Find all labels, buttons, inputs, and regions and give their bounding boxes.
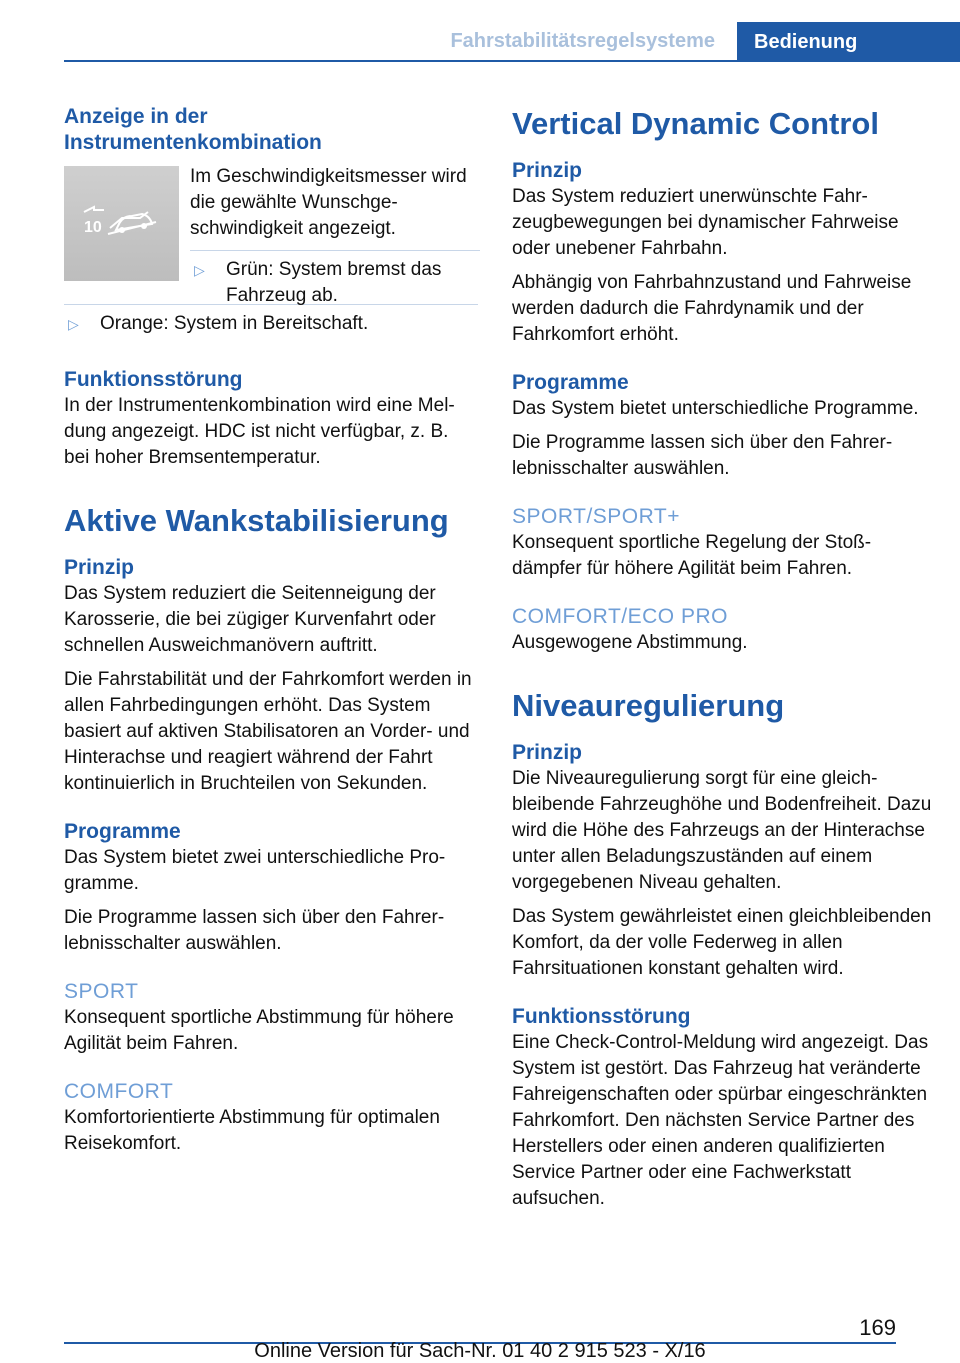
vdc-title: Vertical Dynamic Control [512, 106, 879, 141]
level-title: Niveauregulierung [512, 688, 785, 723]
vdc-principle-heading: Prinzip [512, 159, 583, 182]
level-principle-heading: Prinzip [512, 741, 583, 764]
bullet-green: ▷ Grün: System bremst das Fahrzeug ab. [190, 257, 480, 309]
vdc-programs-heading: Programme [512, 371, 629, 394]
aws-sport-text: Konsequent sportliche Abstimmung für höhere Agilität beim Fahren. [64, 1007, 454, 1054]
speed-label: 10 [84, 219, 102, 236]
online-version: Online Version für Sach-Nr. 01 40 2 915 523 - X/16 [254, 1340, 706, 1362]
vdc-principle-p2: Abhängig von Fahrbahnzustand und Fahrweise werden dadurch die Fahrdynamik und der Fahrkomfort erhöht. [512, 272, 912, 345]
vdc-comfort-heading: COMFORT/ECO PRO [512, 605, 728, 628]
level-p1: Die Niveauregulierung sorgt für eine gleichbleibende Fahrzeughöhe und Bodenfreiheit. Dazu wird die Höhe des Fahrzeugs an der Hinterachse unter allen Beladungszuständen auf einem vorgegebenen Niveau gehalten. [512, 768, 932, 893]
aws-comfort-heading: COMFORT [64, 1080, 174, 1103]
aws-sport-heading: SPORT [64, 980, 139, 1003]
vdc-programs-p1: Das System bietet unterschiedliche Programme. [512, 398, 919, 419]
level-fault-heading: Funktionsstörung [512, 1005, 691, 1028]
level-fault-text: Eine Check-Control-Meldung wird angezeigt. Das System ist gestört. Das Fahrzeug hat veränderte Fahreigenschaften oder spürbar eingeschränkten Fahrkomfort. Den nächsten Service Partner des Herstellers oder einen anderen qualifizierten Service Partner oder eine Fachwerkstatt aufsuchen. [512, 1032, 929, 1209]
right-column [512, 104, 932, 1220]
display-text: Im Geschwindigkeitsmesser wird die gewählte Wunschgeschwindigkeit angezeigt. [190, 166, 467, 239]
page-header [0, 0, 960, 62]
header-rule [64, 60, 737, 62]
aws-comfort-text: Komfortorientierte Abstimmung für optimalen Reisekomfort. [64, 1107, 440, 1154]
section-title: Fahrstabilitätsregelsysteme [450, 30, 715, 52]
left-column [64, 104, 478, 1165]
chapter-tab: Bedienung [737, 22, 960, 62]
vdc-sport-text: Konsequent sportliche Regelung der Stoßdämpfer für höhere Agilität beim Fahren. [512, 532, 872, 579]
aws-programs-heading: Programme [64, 820, 181, 843]
vdc-principle-p1: Das System reduziert unerwünschte Fahrzeugbewegungen bei dynamischer Fahrweise oder unebener Fahrbahn. [512, 186, 899, 259]
bullet-orange: ▷ Orange: System in Bereitschaft. [64, 311, 478, 337]
aws-principle-p2: Die Fahrstabilität und der Fahrkomfort werden in allen Fahrbedingungen erhöht. Das System basiert auf aktiven Stabilisatoren an Vorder- und Hinterachse und reagiert während der Fahrt kontinuierlich in Bruchteilen von Sekunden. [64, 669, 472, 794]
fault-heading: Funktionsstörung [64, 368, 243, 391]
display-figure-row [64, 164, 478, 306]
vdc-programs-p2: Die Programme lassen sich über den Fahrerlebnisschalter auswählen. [512, 432, 893, 479]
page-number: 169 [859, 1315, 896, 1340]
display-description [190, 164, 480, 317]
aws-principle-heading: Prinzip [64, 556, 135, 579]
level-p2: Das System gewährleistet einen gleichbleibenden Komfort, da der volle Federweg in allen Fahrsituationen konstant gehalten wird. [512, 906, 932, 979]
bullet-triangle-icon: ▷ [68, 316, 79, 332]
display-heading: Anzeige in der Instrumentenkombination [64, 105, 322, 154]
bullet-triangle-icon: ▷ [194, 262, 205, 278]
hill-descent-control-icon [82, 204, 162, 240]
instrument-cluster-image [64, 166, 179, 281]
aws-title: Aktive Wankstabilisierung [64, 503, 449, 538]
aws-programs-p2: Die Programme lassen sich über den Fahrerlebnisschalter auswählen. [64, 907, 445, 954]
fault-text: In der Instrumentenkombination wird eine Meldung angezeigt. HDC ist nicht verfügbar, z. B. bei hoher Bremsentemperatur. [64, 395, 455, 468]
vdc-sport-heading: SPORT/SPORT+ [512, 505, 681, 528]
aws-programs-p1: Das System bietet zwei unterschiedliche Programme. [64, 847, 446, 894]
page-footer [0, 1312, 960, 1362]
aws-principle-p1: Das System reduziert die Seitenneigung der Karosserie, die bei zügiger Kurvenfahrt oder schnellen Ausweichmanövern auftritt. [64, 583, 436, 656]
vdc-comfort-text: Ausgewogene Abstimmung. [512, 632, 748, 653]
bullet-divider [190, 250, 480, 251]
